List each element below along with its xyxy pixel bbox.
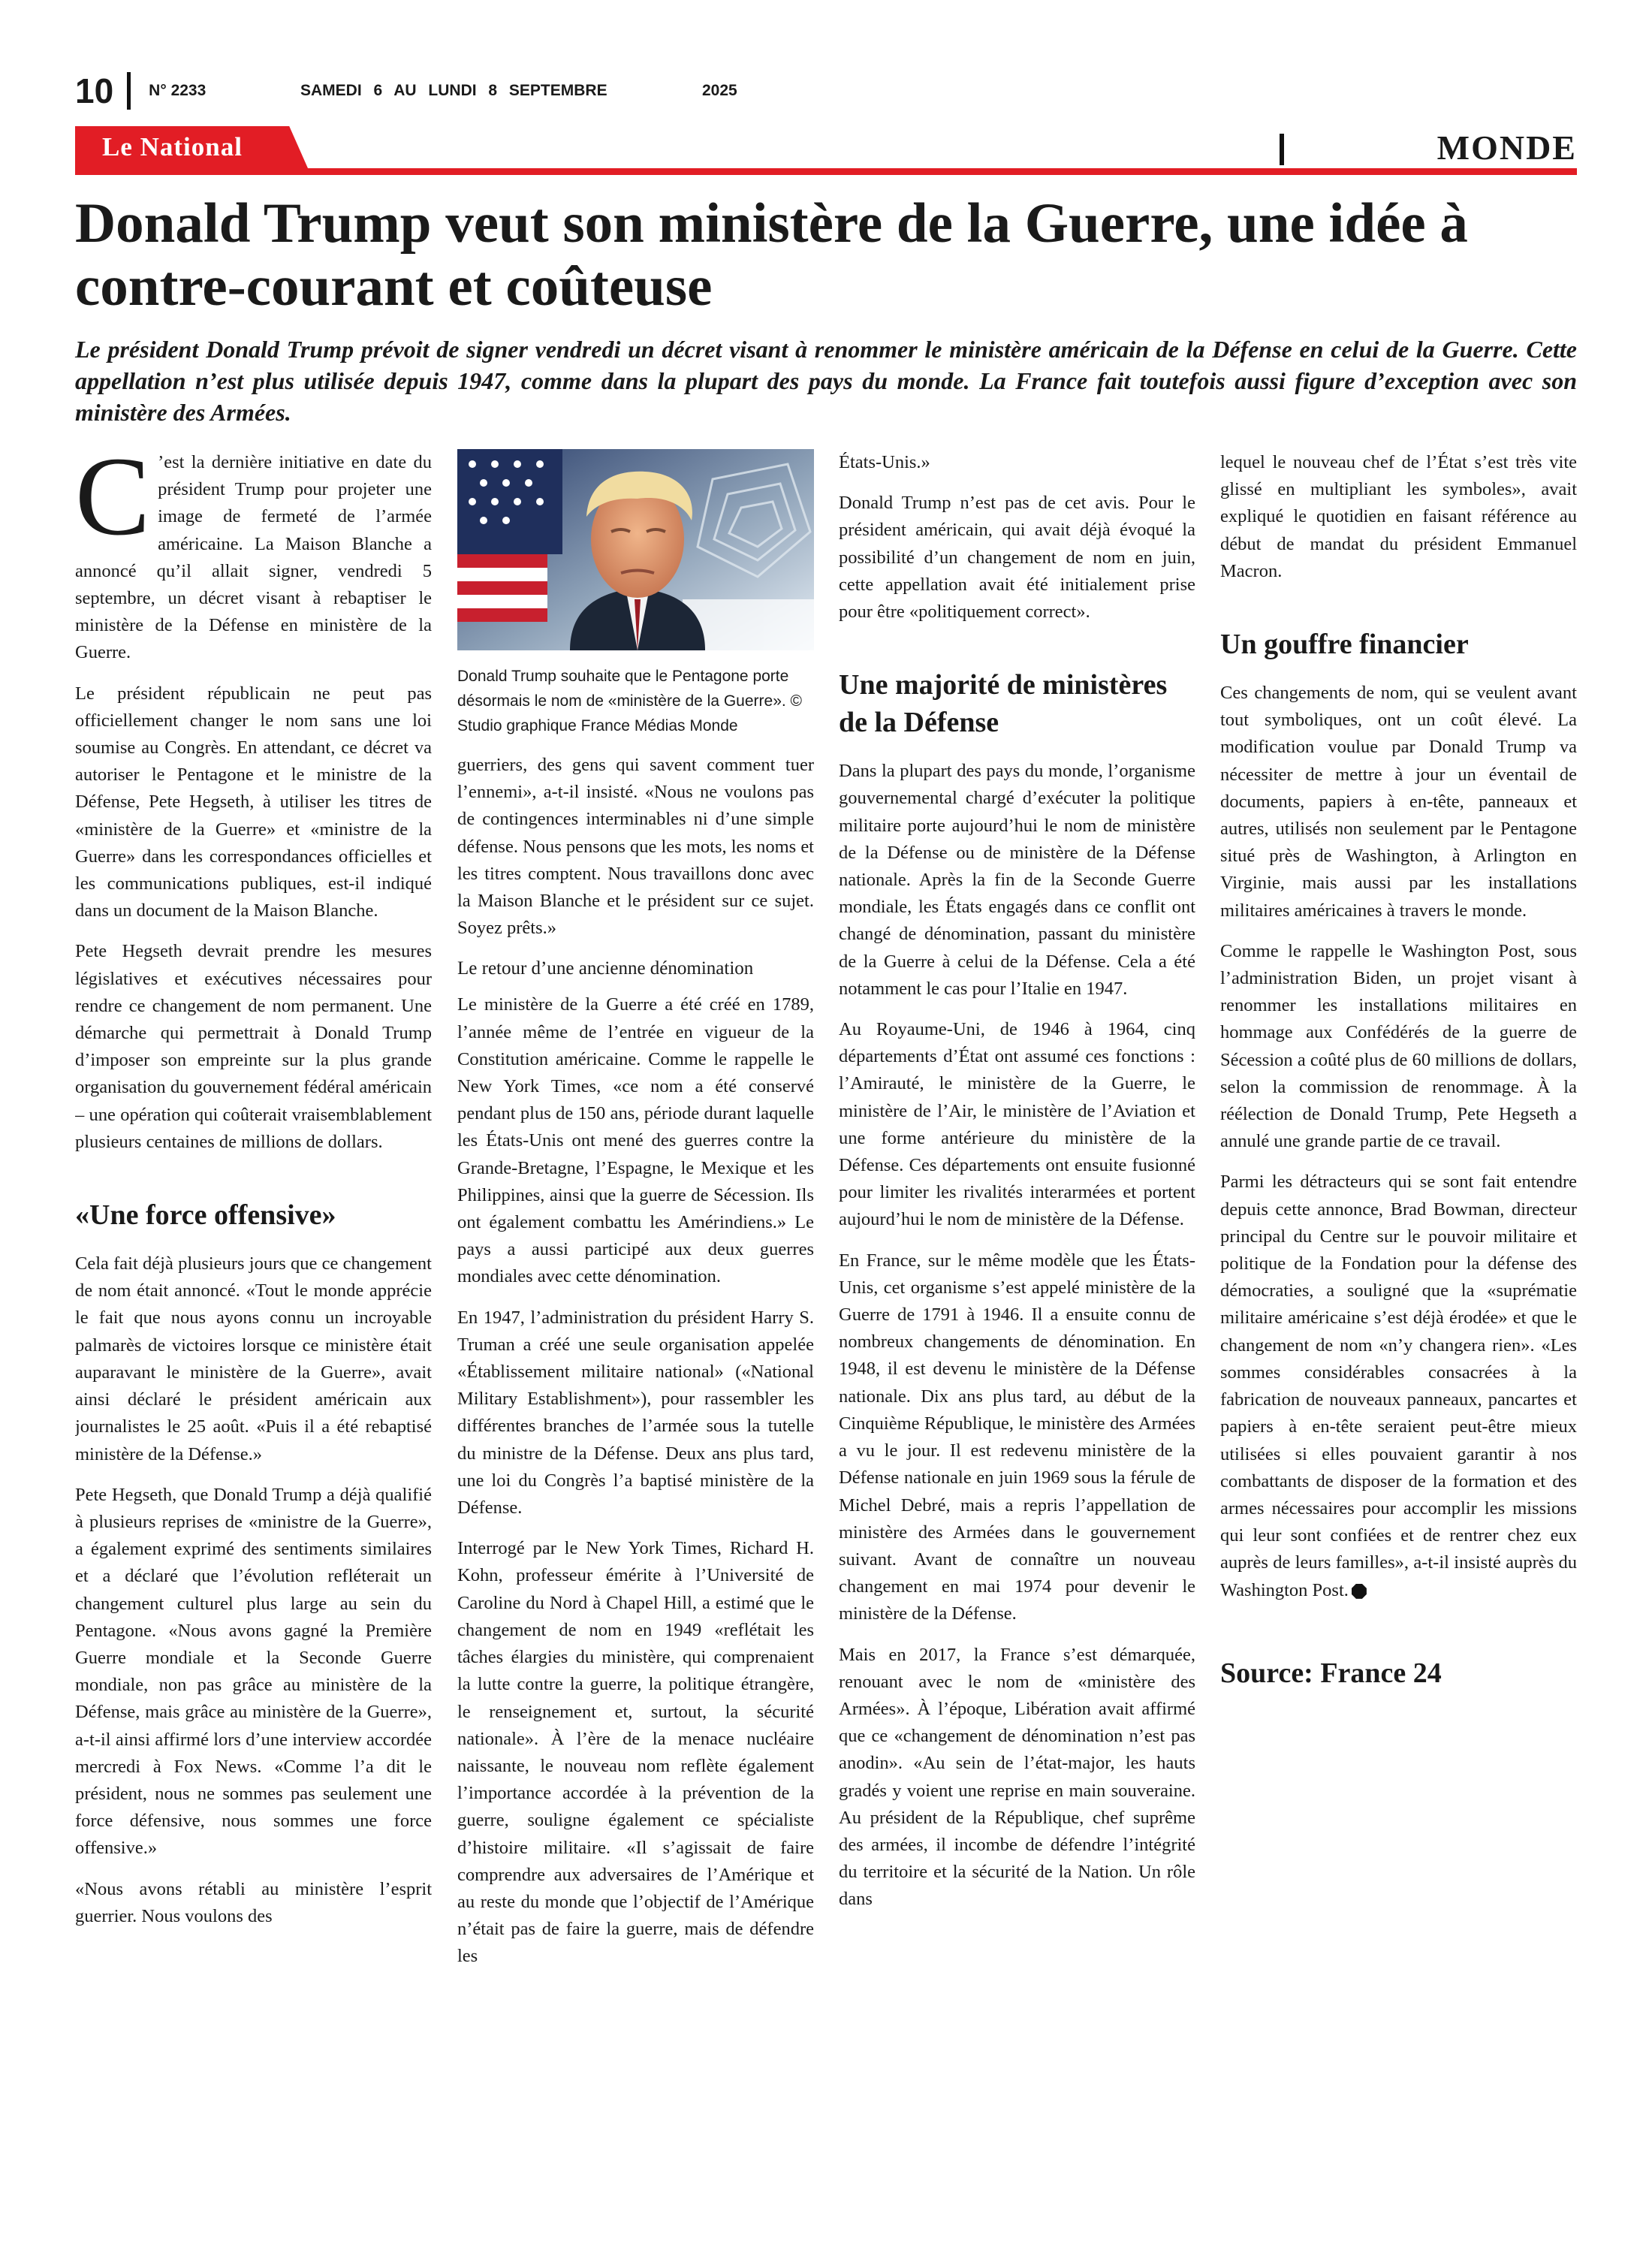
article-source: Source: France 24 (1220, 1657, 1442, 1689)
subheading-retour: Le retour d’une ancienne dénomination (457, 958, 754, 979)
paragraph: Pete Hegseth devrait prendre les mesures législatives et exécutives nécessaires pour rendre ce changement de nom permanent. Une démarche qui permettrait à Donald Trump d’imposer son empreinte sur la plus grande organisation du gouvernement fédéral américain – une opération qui coûterait vraisemblablement plusieurs centaines de millions de dollars. (75, 941, 432, 1152)
photo-illustration (457, 449, 814, 650)
paragraph: Le ministère de la Guerre a été créé en 1789, l’année même de l’entrée en vigueur de la Constitution américaine. Comme le rappelle le New York Times, «ce nom a été conservé pendant plus de 150 ans, période durant laquelle les États-Unis ont mené des guerres contre la Grande-Bretagne, l’Espagne, le Mexique et les Philippines, ainsi que la guerre de Sécession. Ils ont également combattu les Amérindiens.» Le pays a aussi participé aux deux guerres mondiales avec cette dénomination. (457, 994, 814, 1287)
paragraph: «Nous avons rétabli au ministère l’esprit guerrier. Nous voulons des (75, 1878, 432, 1926)
paragraph: Dans la plupart des pays du monde, l’organisme gouvernemental chargé d’exécuter la politique militaire porte aujourd’hui le nom de ministère de la Défense ou de ministère de la Défense nationale. Après la fin de la Seconde Guerre mondiale, les États engagés dans ce conflit ont changé de dénomination, passant du ministère de la Guerre à celui de la Défense. Cela a été notamment le cas pour l’Italie en 1947. (839, 761, 1195, 999)
paragraph: Ces changements de nom, qui se veulent avant tout symboliques, ont un coût élevé. La modification voulue par Donald Trump va nécessiter de mettre à jour un éventail de documents, papiers à en-tête, panneaux et autres, utilisés non seulement par le Pentagone situé près de Washington, à Arlington en Virginie, mais aussi par les installations militaires américaines à travers le monde. (1220, 683, 1577, 921)
subheading-force: «Une force offensive» (75, 1199, 336, 1232)
paragraph: C ’est la dernière initiative en date du président Trump pour projeter une image de fermeté de l’armée américaine. La Maison Blanche a annoncé qu’il allait signer, vendredi 5 septembre, un décret visant à rebaptiser le ministère de la Défense en ministère de la Guerre. (75, 449, 432, 663)
page-header (75, 71, 737, 110)
paragraph: En France, sur le même modèle que les États-Unis, cet organisme s’est appelé ministère de la Guerre de 1791 à 1946. Il a ensuite connu de nombreux changements de dénomination. En 1948, il est devenu le ministère de la Défense nationale. Dix ans plus tard, au début de la Cinquième République, le ministère des Armées a vu le jour. Il est redevenu ministère de la Défense nationale en juin 1969 sous la férule de Michel Debré, mais a repris l’appellation de ministère des Armées dans le gouvernement suivant. Avant de connaître un nouveau changement en mai 1974 pour devenir le ministère de la Défense. (839, 1250, 1195, 1624)
paragraph: lequel le nouveau chef de l’État s’est très vite glissé en multipliant les symboles», avait expliqué le quotidien en faisant référence au début de mandat du président Emmanuel Macron. (1220, 452, 1577, 581)
paragraph: Donald Trump n’est pas de cet avis. Pour le président américain, qui avait déjà évoqué la possibilité d’un changement de nom en juin, cette appellation avait été initialement prise pour être «politiquement correct». (839, 493, 1195, 623)
paragraph: Parmi les détracteurs qui se sont fait entendre depuis cette annonce, Brad Bowman, directeur principal du Centre sur le pouvoir militaire et politique de la Fondation pour la défense des démocraties, a souligné que la «suprématie militaire américaine s’est déjà érodée» et que le changement de nom «n’y changera rien». «Les sommes considérables consacrées à la fabrication de nouveaux panneaux, pancartes et papiers à en-tête seraient peut-être mieux utilisées si elles pouvaient garantir à nos combattants de disposer de la formation et des armes nécessaires pour accomplir les missions qui leur sont confiées et de rentrer chez eux auprès de leurs familles», a-t-il insisté auprès du Washington Post. (1220, 1172, 1577, 1600)
section-name: MONDE (1436, 128, 1577, 167)
paragraph: Le président républicain ne peut pas officiellement changer le nom sans une loi soumise au Congrès. En attendant, ce décret va autoriser le Pentagone et le ministre de la Défense, Pete Hegseth, à utiliser les titres de «ministère de la Guerre» et «ministre de la Guerre» dans les correspondances officielles et les communications publiques, est-il indiqué dans un document de la Maison Blanche. (75, 683, 432, 921)
photo-caption: Donald Trump souhaite que le Pentagone porte désormais le nom de «ministère de la Guerre». © Studio graphique France Médias Monde (457, 668, 803, 734)
issue-date: SAMEDI 6 AU LUNDI 8 SEPTEMBRE (300, 82, 607, 99)
paragraph: Cela fait déjà plusieurs jours que ce changement de nom était annoncé. «Tout le monde apprécie le fait que nous ayons connu un incroyable palmarès de victoires lorsque ce ministère était auparavant le ministère de la Guerre», avait ainsi déclaré le président américain aux journalistes le 25 août. «Puis il a été rebaptisé ministère de la Défense.» (75, 1253, 432, 1464)
article-lead: Le président Donald Trump prévoit de signer vendredi un décret visant à renommer le ministère américain de la Défense en celui de la Guerre. Cette appellation n’est plus utilisée depuis 1947, comme dans la plupart des pays du monde. La France fait toutefois aussi figure d’exception avec son ministère des Armées. (75, 336, 1577, 426)
header-divider (127, 72, 131, 110)
section-divider (1280, 134, 1284, 165)
end-mark-icon (1352, 1584, 1367, 1599)
brand-rule (75, 168, 1577, 175)
column-4 (1220, 449, 1577, 2191)
paragraph: Au Royaume-Uni, de 1946 à 1964, cinq départements d’État ont assumé ces fonctions : l’Amirauté, le ministère de la Guerre, le ministère de l’Air, le ministère de l’Aviation et une forme antérieure du ministère de la Défense. Ces départements ont ensuite fusionné pour limiter les rivalités interarmées et portent aujourd’hui le nom de ministère de la Défense. (839, 1019, 1195, 1230)
paragraph: Pete Hegseth, que Donald Trump a déjà qualifié à plusieurs reprises de «ministre de la Guerre», a également exprimé des sentiments similaires et a déclaré que l’évolution refléterait un changement culturel plus large au sein du Pentagone. «Nous avons gagné la Première Guerre mondiale et la Seconde Guerre mondiale, non pas grâce au ministère de la Défense, mais grâce au ministère de la Guerre», a-t-il ainsi affirmé lors d’une interview accordée mercredi à Fox News. «Comme l’a dit le président, nous ne sommes pas seulement une force défensive, nous sommes une force offensive.» (75, 1484, 432, 1859)
paragraph: Interrogé par le New York Times, Richard H. Kohn, professeur émérite à l’Université de Caroline du Nord à Chapel Hill, a estimé que le changement de nom en 1949 «reflétait les tâches élargies du ministère, qui comprenaient la lutte contre la guerre, la politique étrangère, le renseignement et, surtout, la sécurité nationale». À l’ère de la menace nucléaire naissante, le nouveau nom reflète également l’importance accordée à la prévention de la guerre, souligne également ce spécialiste d’histoire militaire. «Il s’agissait de faire comprendre aux adversaires de l’Amérique et au reste du monde que l’objectif de l’Amérique n’était pas de faire la guerre, mais de défendre les (457, 1538, 814, 1967)
column-1 (75, 449, 432, 2191)
subheading-gouffre: Un gouffre financier (1220, 629, 1469, 661)
page-number: 10 (75, 71, 114, 110)
brand-name: Le National (102, 132, 243, 161)
brand-bar (75, 126, 1577, 177)
subheading-majorite: Une majorité de ministères de la Défense (839, 669, 1168, 739)
paragraph: Mais en 2017, la France s’est démarquée, renouant avec le nom de «ministère des Armées». À l’époque, Libération avait affirmé que ce «changement de dénomination n’est pas anodin». «Au sein de l’état-major, les hauts gradés y voient une reprise en main souveraine. Au président de la République, chef suprême des armées, il incombe de défendre l’intégrité du territoire et la sécurité de la Nation. Un rôle dans (839, 1644, 1195, 1910)
paragraph: États-Unis.» (839, 452, 930, 472)
issue-year: 2025 (702, 82, 737, 99)
paragraph: Comme le rappelle le Washington Post, sous l’administration Biden, un projet visant à renommer les installations militaires en hommage aux Confédérés de la guerre de Sécession a coûté plus de 60 millions de dollars, selon la commission de renommage. À la réélection de Donald Trump, Pete Hegseth a annulé une grande partie de ce travail. (1220, 940, 1577, 1152)
paragraph: guerriers, des gens qui savent comment tuer l’ennemi», a-t-il insisté. «Nous ne voulons pas de contingences interminables ni d’une simple défense. Nous pensons que les mots, les noms et les titres comptent. Nous travaillons donc avec la Maison Blanche et le président sur ce sujet. Soyez prêts.» (457, 755, 814, 939)
trump-photo (457, 449, 814, 650)
column-2 (457, 449, 814, 2191)
column-3 (839, 449, 1195, 2191)
drop-cap: C (75, 449, 151, 559)
issue-number: N° 2233 (149, 82, 206, 99)
article-headline: Donald Trump veut son ministère de la Guerre, une idée à contre-courant et coûteuse (75, 192, 1468, 318)
paragraph: En 1947, l’administration du président Harry S. Truman a créé une seule organisation appelée «Établissement militaire national» («National Military Establishment»), pour rassembler les différentes branches de l’armée sous la tutelle du ministre de la Défense. Deux ans plus tard, une loi du Congrès l’a baptisé ministère de la Défense. (457, 1307, 814, 1519)
